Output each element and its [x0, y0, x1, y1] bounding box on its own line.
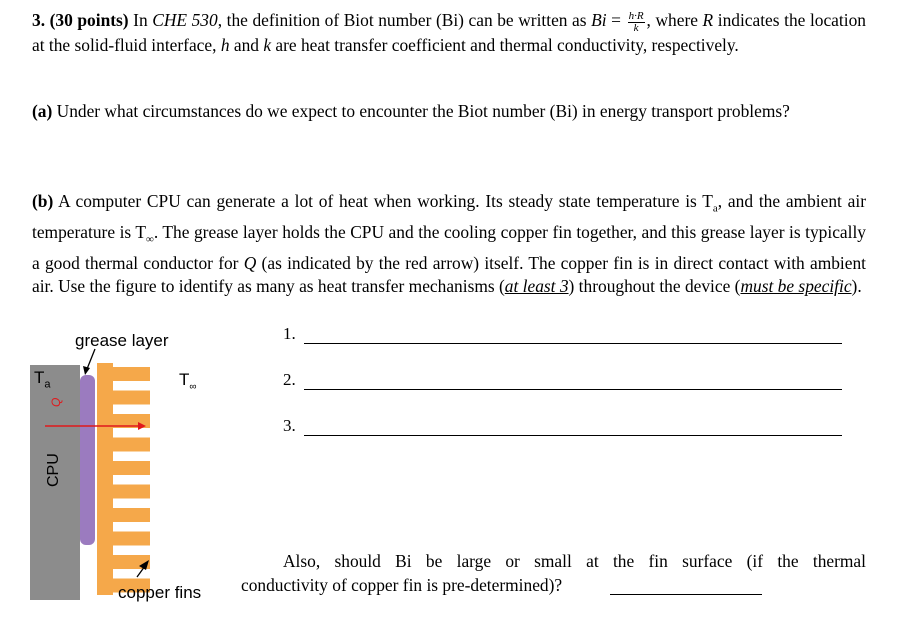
emphasis-must-be-specific: must be specific	[740, 276, 852, 297]
copper-fin	[111, 461, 150, 475]
part-b-text-5: ) throughout the device (	[568, 276, 741, 297]
intro-text-2: , the definition of Biot number (Bi) can be written as	[217, 10, 592, 30]
var-k: k	[263, 34, 272, 55]
tinf-label: $T_\infty$	[179, 370, 197, 393]
followup-line-2: conductivity of copper fin is pre-determined)?	[241, 575, 563, 595]
answer-item: 2.	[283, 370, 296, 389]
part-a-text: Under what circumstances do we expect to encounter the Biot number (Bi) in energy transport problems?	[52, 101, 790, 121]
grease-layer	[80, 375, 95, 545]
part-b	[32, 190, 866, 299]
copper-fin	[111, 485, 150, 499]
question-intro	[32, 9, 866, 57]
sub-inf: ∞	[146, 233, 154, 246]
q-label: Q	[49, 397, 63, 407]
part-a	[32, 100, 866, 124]
part-b-text-2: , and the ambient air temperature is T	[32, 191, 866, 242]
part-b-label: (b)	[32, 191, 54, 211]
part-b-text-3: . The grease layer holds the CPU and the cooling copper fin together, and this grease layer is typically a good thermal conductor for	[32, 221, 866, 273]
copper-fin	[111, 391, 150, 405]
course-name: CHE 530	[152, 10, 218, 30]
followup-answer-blank[interactable]	[610, 594, 762, 595]
fraction-denominator: k	[633, 21, 639, 34]
copper-fins-label: copper fins	[118, 583, 202, 602]
intro-text-4: indicates the location at the solid-fluid interface,	[32, 10, 866, 55]
heat-sink-figure	[25, 325, 235, 615]
grease-pointer-head	[83, 366, 90, 375]
part-b-text-1: A computer CPU can generate a lot of heat when working. Its steady state temperature is T	[53, 191, 713, 211]
formula-lhs: Bi	[591, 10, 607, 30]
var-h: h	[220, 34, 230, 55]
var-q: Q	[243, 252, 257, 273]
copper-fins	[111, 367, 150, 593]
ta-label: $T_a$	[34, 368, 51, 391]
formula-eq: =	[606, 10, 626, 30]
part-b-text-4: (as indicated by the red arrow) itself. The copper fin is in direct contact with ambient air. Use the figure to identify as many as heat transfer mechanisms (	[32, 252, 866, 297]
copper-fin	[111, 508, 150, 522]
sub-a: a	[712, 202, 718, 215]
copper-base	[97, 363, 113, 595]
answer-item: 3.	[283, 416, 296, 435]
intro-text-5: and	[229, 34, 264, 55]
part-b-text-6: ).	[851, 276, 862, 297]
copper-fin	[111, 532, 150, 546]
answer-item: 1.	[283, 324, 296, 343]
grease-pointer	[87, 349, 95, 369]
intro-text-1: In	[128, 10, 153, 30]
question-number: 3.	[32, 10, 46, 30]
intro-text-6: are heat transfer coefficient and thermal conductivity, respectively.	[271, 34, 739, 55]
copper-fin	[111, 438, 150, 452]
answer-blank[interactable]	[304, 389, 842, 390]
part-a-label: (a)	[32, 101, 53, 121]
var-r: R	[702, 10, 714, 30]
copper-fin	[111, 367, 150, 381]
intro-text-3: , where	[646, 10, 703, 30]
biot-fraction	[628, 11, 645, 34]
cpu-label: CPU	[45, 453, 62, 487]
answer-blank[interactable]	[304, 343, 842, 344]
grease-layer-label: grease layer	[75, 331, 169, 350]
answer-blank[interactable]	[304, 435, 842, 436]
emphasis-at-least-3: at least 3	[504, 276, 569, 297]
followup-line-1: Also, should Bi be large or small at the fin surface (if the thermal	[283, 551, 866, 571]
question-points: (30 points)	[49, 10, 129, 30]
fraction-numerator: h·R	[628, 9, 644, 22]
